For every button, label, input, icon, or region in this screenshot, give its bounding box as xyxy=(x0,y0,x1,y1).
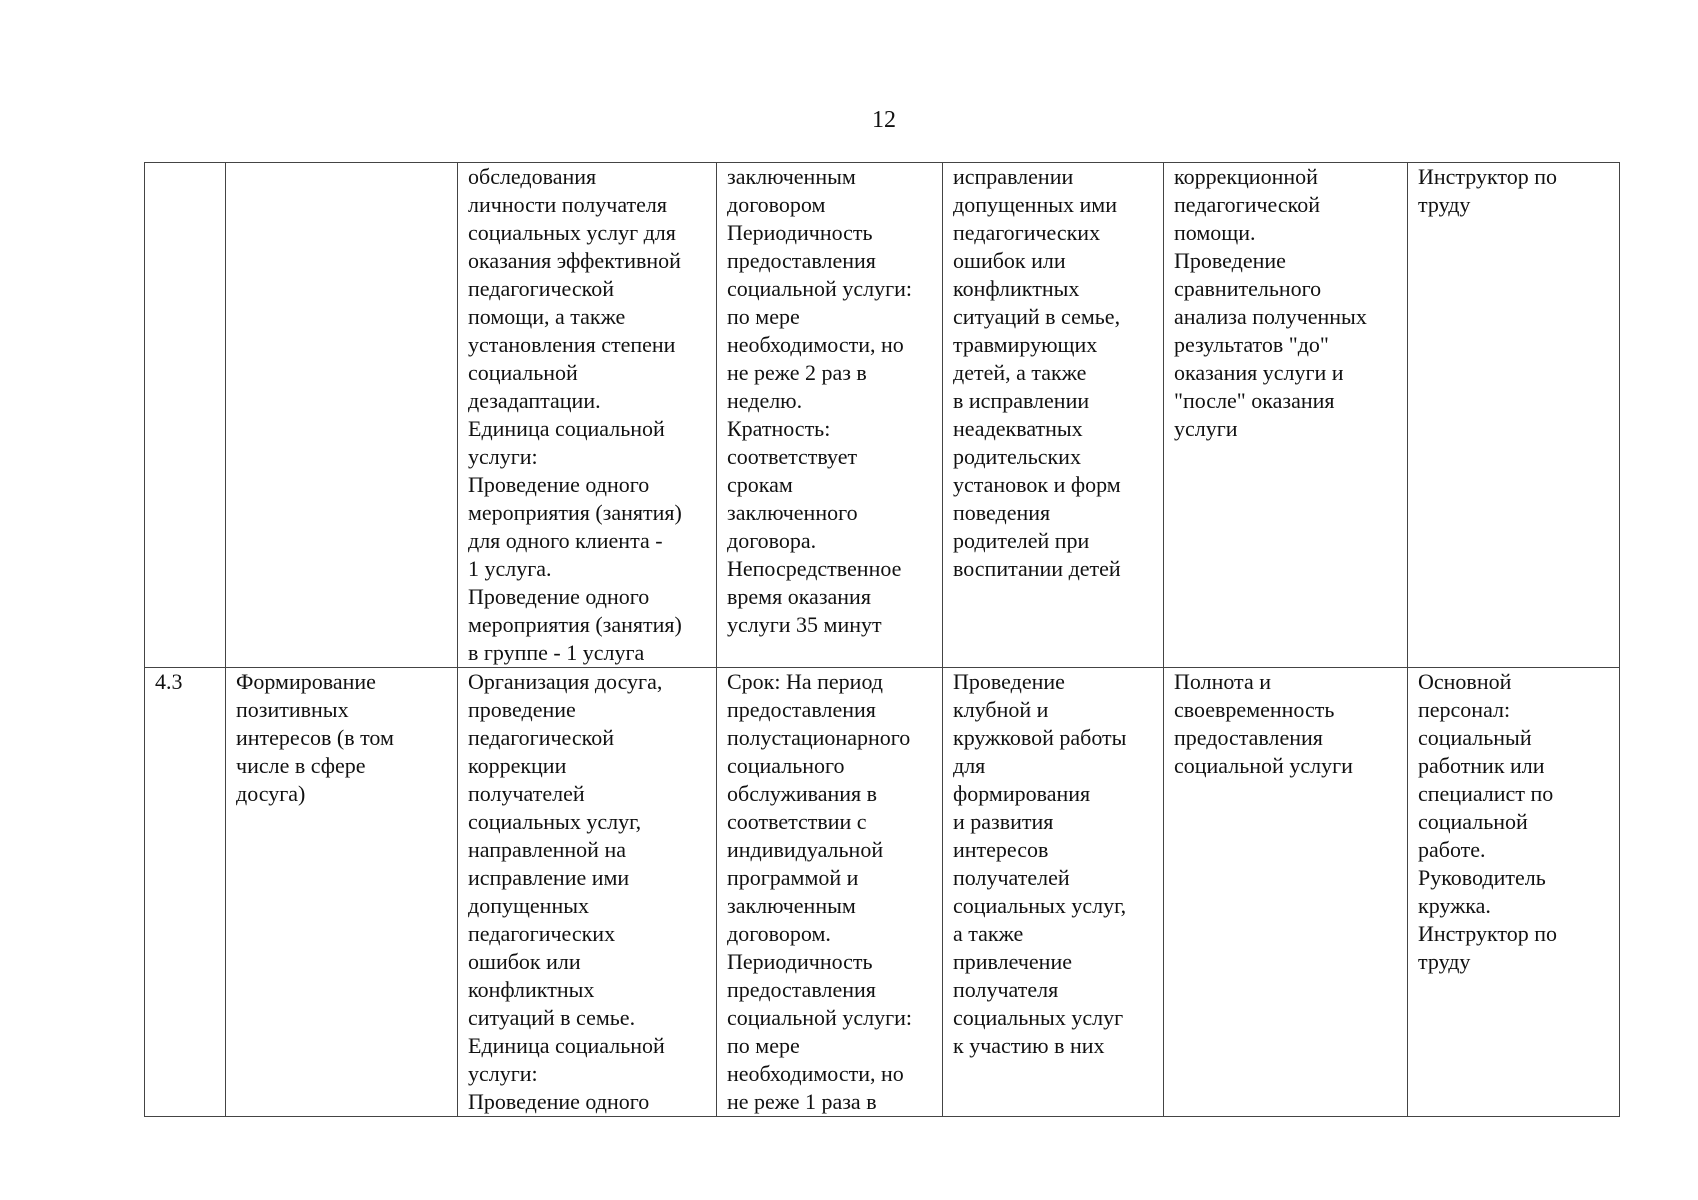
cell-quality-indicators: Полнота и своевременность предоставления социальной услуги xyxy=(1164,668,1408,1117)
cell-service-content: обследования личности получателя социальных услуг для оказания эффективной педагогической помощи, а также установления степени социальной дезадаптации. Единица социальной услуги: Проведение одного мероприятия (занятия) для одного клиента - 1 услуга. Проведение одного мероприятия (занятия) в группе - 1 услуга xyxy=(458,163,717,668)
services-table xyxy=(144,162,1620,1117)
cell-service-result: Проведение клубной и кружковой работы для формирования и развития интересов получателей социальных услуг, а также привлечение получателя социальных услуг к участию в них xyxy=(943,668,1164,1117)
cell-service-result: исправлении допущенных ими педагогических ошибок или конфликтных ситуаций в семье, травмирующих детей, а также в исправлении неадекватных родительских установок и форм поведения родителей при воспитании детей xyxy=(943,163,1164,668)
cell-service-term: Срок: На период предоставления полустационарного социального обслуживания в соответствии с индивидуальной программой и заключенным договором. Периодичность предоставления социальной услуги: по мере необходимости, но не реже 1 раза в xyxy=(717,668,943,1117)
cell-staff: Основной персонал: социальный работник или специалист по социальной работе. Руководитель кружка. Инструктор по труду xyxy=(1408,668,1620,1117)
cell-service-name: Формирование позитивных интересов (в том числе в сфере досуга) xyxy=(226,668,458,1117)
table-row xyxy=(145,668,1620,1117)
cell-quality-indicators: коррекционной педагогической помощи. Проведение сравнительного анализа полученных результатов "до" оказания услуги и "после" оказания услуги xyxy=(1164,163,1408,668)
cell-number xyxy=(145,163,226,668)
cell-service-term: заключенным договором Периодичность предоставления социальной услуги: по мере необходимости, но не реже 2 раз в неделю. Кратность: соответствует срокам заключенного договора. Непосредственное время оказания услуги 35 минут xyxy=(717,163,943,668)
cell-number: 4.3 xyxy=(145,668,226,1117)
table-row xyxy=(145,163,1620,668)
page-number: 12 xyxy=(872,107,896,133)
cell-staff: Инструктор по труду xyxy=(1408,163,1620,668)
cell-service-content: Организация досуга, проведение педагогической коррекции получателей социальных услуг, направленной на исправление ими допущенных педагогических ошибок или конфликтных ситуаций в семье. Единица социальной услуги: Проведение одного xyxy=(458,668,717,1117)
cell-service-name xyxy=(226,163,458,668)
